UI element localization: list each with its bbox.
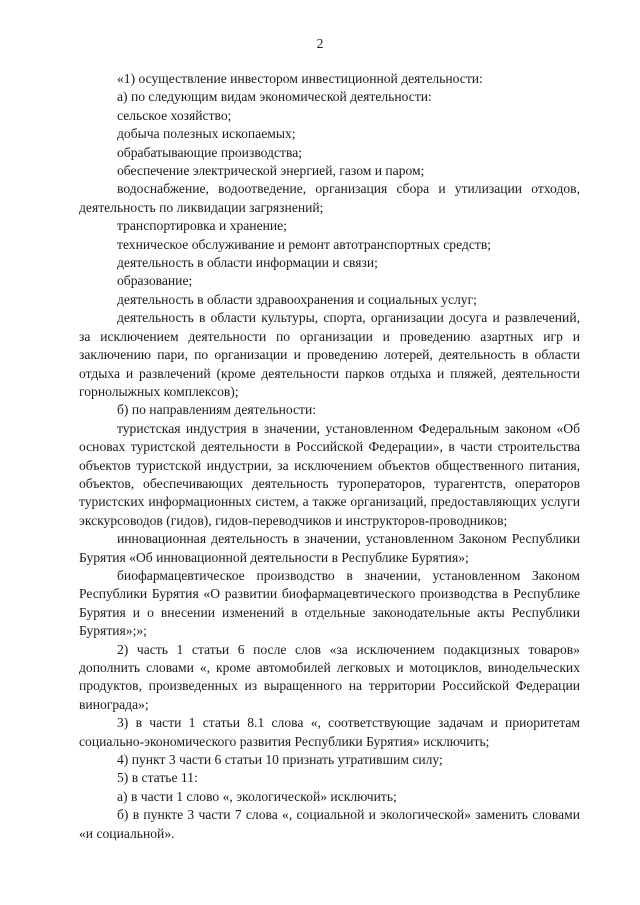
paragraph-1: «1) осуществление инвестором инвестиционной деятельности: — [117, 71, 483, 86]
paragraph-17: биофармацевтическое производство в значении, установленном Законом Республики Бурятия «О развитии биофармацевтического производства в Республике Бурятия и о внесении изменений в отдельные законодательные акты Республики Бурятия»;»; — [79, 567, 580, 639]
paragraph-12: деятельность в области здравоохранения и социальных услуг; — [117, 291, 477, 307]
paragraph-18: 2) часть 1 статьи 6 после слов «за исключением подакцизных товаров» дополнить словами «, кроме автомобилей легковых и мотоциклов, винодельческих продуктов, произведенных из выращенного на территории Российской Федерации винограда»; — [79, 641, 580, 712]
paragraph-22: а) в части 1 слово «, экологической» исключить; — [117, 788, 397, 804]
paragraph-8: транспортировка и хранение; — [117, 218, 287, 234]
paragraph-9: техническое обслуживание и ремонт автотранспортных средств; — [117, 236, 492, 252]
paragraph-16: инновационная деятельность в значении, установленном Законом Республики Бурятия «Об инновационной деятельности в Республике Бурятия»; — [79, 531, 580, 565]
paragraph-7: водоснабжение, водоотведение, организация сбора и утилизации отходов, деятельность по ликвидации загрязнений; — [79, 181, 580, 215]
paragraph-10: деятельность в области информации и связи; — [117, 255, 378, 271]
paragraph-21: 5) в статье 11: — [117, 770, 198, 786]
paragraph-13: деятельность в области культуры, спорта, организации досуга и развлечений, за исключением деятельности по организации и проведению азартных игр и заключению пари, по организации и проведению лотерей, деятельность в области отдыха и развлечений (кроме деятельности парков отдыха и пляжей, деятельности горнолыжных комплексов); — [79, 310, 580, 399]
paragraph-14: б) по направлениям деятельности: — [117, 402, 317, 418]
paragraph-15: туристская индустрия в значении, установленном Федеральным законом «Об основах туристской деятельности в Российской Федерации», в части строительства объектов туристской индустрии, за исключением объектов общественного питания, объектов, обеспечивающих деятельность туроператоров, турагентств, операторов туристских информационных систем, а также организаций, предоставляющих услуги экскурсоводов (гидов), гидов-переводчиков и инструкторов-проводников; — [79, 420, 580, 528]
paragraph-2: а) по следующим видам экономической деятельности: — [117, 89, 432, 105]
paragraph-4: добыча полезных ископаемых; — [117, 126, 296, 142]
document-body — [79, 70, 580, 843]
paragraph-19: 3) в части 1 статьи 8.1 слова «, соответствующие задачам и приоритетам социально-экономического развития Республики Бурятия» исключить; — [79, 715, 580, 749]
paragraph-5: обрабатывающие производства; — [117, 144, 303, 160]
paragraph-11: образование; — [117, 273, 193, 289]
paragraph-23: б) в пункте 3 части 7 слова «, социальной и экологической» заменить словами «и социальной». — [79, 807, 580, 841]
paragraph-20: 4) пункт 3 части 6 статьи 10 признать утратившим силу; — [117, 752, 443, 768]
page-number: 2 — [316, 36, 324, 51]
paragraph-3: сельское хозяйство; — [117, 107, 232, 123]
paragraph-6: обеспечение электрической энергией, газом и паром; — [117, 163, 425, 179]
